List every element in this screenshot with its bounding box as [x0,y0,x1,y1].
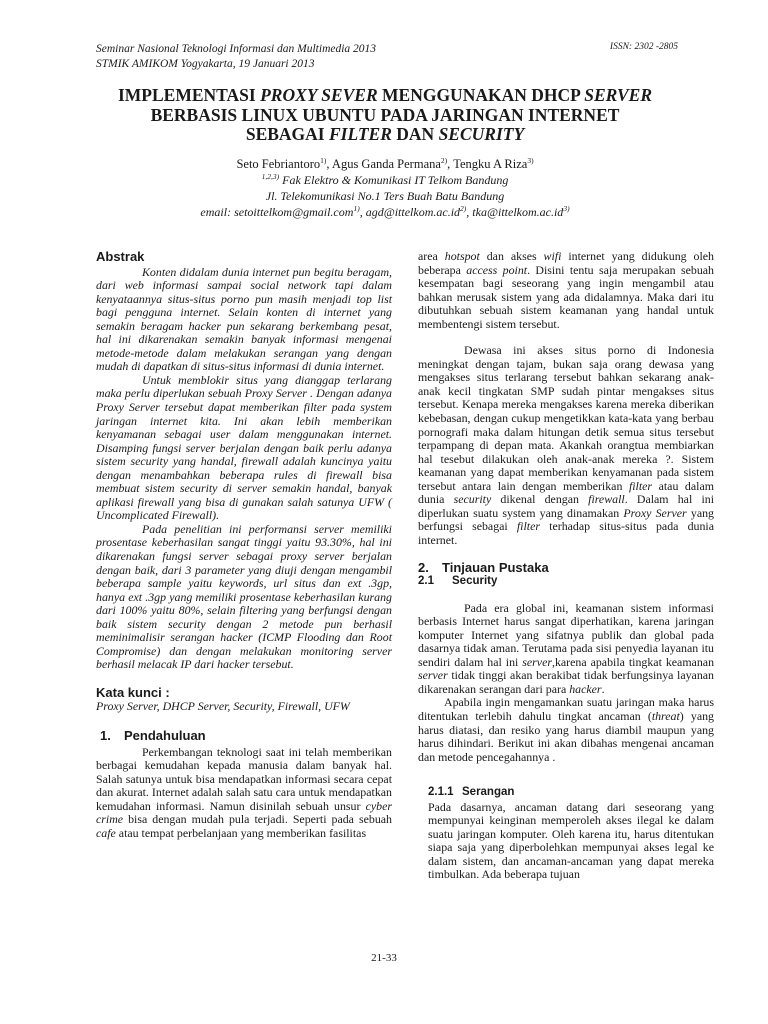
title-line-3: SEBAGAI FILTER DAN SECURITY [245,124,525,144]
abstract-paragraph-3: Pada penelitian ini performansi server memiliki prosentase keberhasilan sangat tinggi yaitu 93.30%, hal ini dikarenakan fungsi server sebagai proxy server berjalan dengan baik, dari 3 parameter yang diuji dengan mengambil beberapa sample yaitu keywords, url situs dan ext .3gp, hanya ext .3gp yang memiliki prosentase keberhasilan kurang dari 100% yaitu 80%, selain filtering yang berfungsi dengan baik sistem security dengan 2 metode pun berhasil meminimalisir serangan hacker (ICMP Flooding dan Root Compromise) dan dengan melakukan monitoring server berhasil melacak IP dari hacker tersebut. [96,521,392,672]
right-paragraph-1: area hotspot dan akses wifi internet yang didukung oleh beberapa access point. Disini tentu saja merupakan sebuah kesempatan bagi seseorang yang ingin mengambil atau bahkan merusak sistem yang ada didalamnya. Maka dari itu dibutuhkan sebuah sistem keamanan yang handal untuk membentengi sistem tersebut. [418,249,715,331]
conference-name: Seminar Nasional Teknologi Informasi dan Multimedia 2013 [96,43,377,55]
author-block [80,156,690,220]
right-paragraph-2: Dewasa ini akses situs porno di Indonesia meningkat dengan tajam, bukan saja orang dewasa yang mengakses situs terlarang tersebut bahkan sekarang anak-anak kecil tingkatan SMP sudah pintar mengakses situs tersebut. Kenapa mereka mengakses karena mereka diberikan kebebasan, dengan cukup mengetikkan kata-kata yang berbau pornografi maka dalam hitungan detik semua situs tersebut terpampang di depan mata. Akankah orangtua membiarkan hal tesebut dilakukan oleh anak-anak mereka ?. Sistem keamanan yang dapat memberikan kenyamanan pada sistem tersebut antara lain dengan memberikan filter atau dalam dunia security dikenal dengan firewall. Dalam hal ini diperlukan suatu system yang dinamakan Proxy Server yang berfungsi sebagai filter terhadap situs-situs pada dunia internet. [418,343,714,547]
title-line-1: IMPLEMENTASI PROXY SEVER MENGGUNAKAN DHCP SERVER [117,85,652,105]
abstract-heading: Abstrak [96,249,145,264]
security-paragraph-1: Pada era global ini, keamanan sistem informasi berbasis Internet harus sangat diperhatikan, karena jaringan komputer Internet yang sifatnya publik dan global pada dasarnya tidak aman. Terutama pada sisi penyedia layanan itu sendiri dalam hal ini server,karena apabila tingkat keamanan server tidak tinggi akan berakibat tidak berfungsinya layanan dikarenakan serangan dari para hacker. [418,600,715,696]
left-column [96,250,392,840]
author-address: Jl. Telekomunikasi No.1 Ters Buah Batu Bandung [265,189,505,203]
keywords-text: Proxy Server, DHCP Server, Security, Firewall, UFW [96,698,350,713]
keywords-heading: Kata kunci : [96,684,170,700]
abstract-paragraph-1: Konten didalam dunia internet pun begitu beragam, dari web informasi sampai social network tapi dalam kenyataannya situs-situs porno pun masih menjadi top list bagi pengguna internet. Selain konten di internet yang semakin beragam hacker pun sekarang berkembang pesat, hal ini dikarenakan semakin banyak informasi mengenai metode-metode dalam melakukan serangan yang dengan mudah di dapatkan di situs-situs informasi di dunia internet. [96,264,392,374]
abstract-paragraph-2: Untuk memblokir situs yang dianggap terlarang maka perlu diperlukan sebuah Proxy Server . Dengan adanya Proxy Server tersebut dapat memberikan filter pada system jaringan internet kita. Ini akan lebih memberikan kenyamanan sebagai user dalam menggunakan internet. Disamping fungsi server berjalan dengan baik perlu adanya sistem security yang handal, firewall adalah kuncinya yaitu dengan menambahkan beberapa rules di firewall bisa membuat sistem security di server semakin handal, banyak aplikasi firewall yang bisa di gunakan salah satunya UFW ( Uncomplicated Firewall). [96,372,392,523]
serangan-paragraph: Pada dasarnya, ancaman datang dari seseorang yang mempunyai keinginan memperoleh akses ilegal ke dalam suatu jaringan komputer. Oleh karena itu, harus ditentukan siapa saja yang diperbolehkan mempunyai akses legal ke dalam sistem, dan ancaman-ancaman yang dapat mereka timbulkan. Ada beberapa tujuan [428,799,714,882]
paper-title [80,86,690,145]
subsection-2-1-1-heading: 2.1.1 Serangan [428,786,515,799]
title-line-2: BERBASIS LINUX UBUNTU PADA JARINGAN INTERNET [150,104,620,125]
section-2-heading: 2. Tinjauan Pustaka [418,560,549,576]
author-names: Seto Febriantoro$^{1)}$, Agus Ganda Permana$^{2)}$, Tengku A Riza$^{3)}$ [236,155,534,171]
conference-header [96,42,376,72]
security-paragraph-2: Apabila ingin mengamankan suatu jaringan maka harus ditentukan terlebih dahulu tingkat ancaman (threat) yang harus diatasi, dan resiko yang harus diambil maupun yang harus dihindari. Berikut ini akan dibahas mengenai ancaman dan metode pencegahannya . [418,695,714,764]
section-1-heading: 1. Pendahuluan [100,728,206,744]
author-emails: email: setoittelkom@gmail.com$^{1)}$, $agd@ittelkom.ac.id^{2)}$, $tka@ittelkom.ac.id^{3)}$ [200,204,570,219]
issn: ISSN: 2302 -2805 [609,42,678,52]
page-number: 21-33 [371,952,397,964]
intro-paragraph-1: Perkembangan teknologi saat ini telah memberikan berbagai kemudahan kepada manusia dalam banyak hal. Salah satunya untuk bisa mendapatkan informasi secara cepat dan akurat. Internet adalah salah satu cara untuk mendapatkan kemudahan informasi. Namun disinilah sebuah unsur cyber crime bisa dengan mudah pula terjadi. Seperti pada sebuah cafe atau tempat perbelanjaan yang memberikan fasilitas [96,744,392,840]
author-affiliation: $^{1,2,3)}$ Fak Elektro & Komunikasi IT Telkom Bandung [261,172,509,187]
conference-venue: STMIK AMIKOM Yogyakarta, 19 Januari 2013 [96,58,315,70]
subsection-2-1-heading: 2.1 Security [418,575,498,588]
right-column [418,250,714,882]
